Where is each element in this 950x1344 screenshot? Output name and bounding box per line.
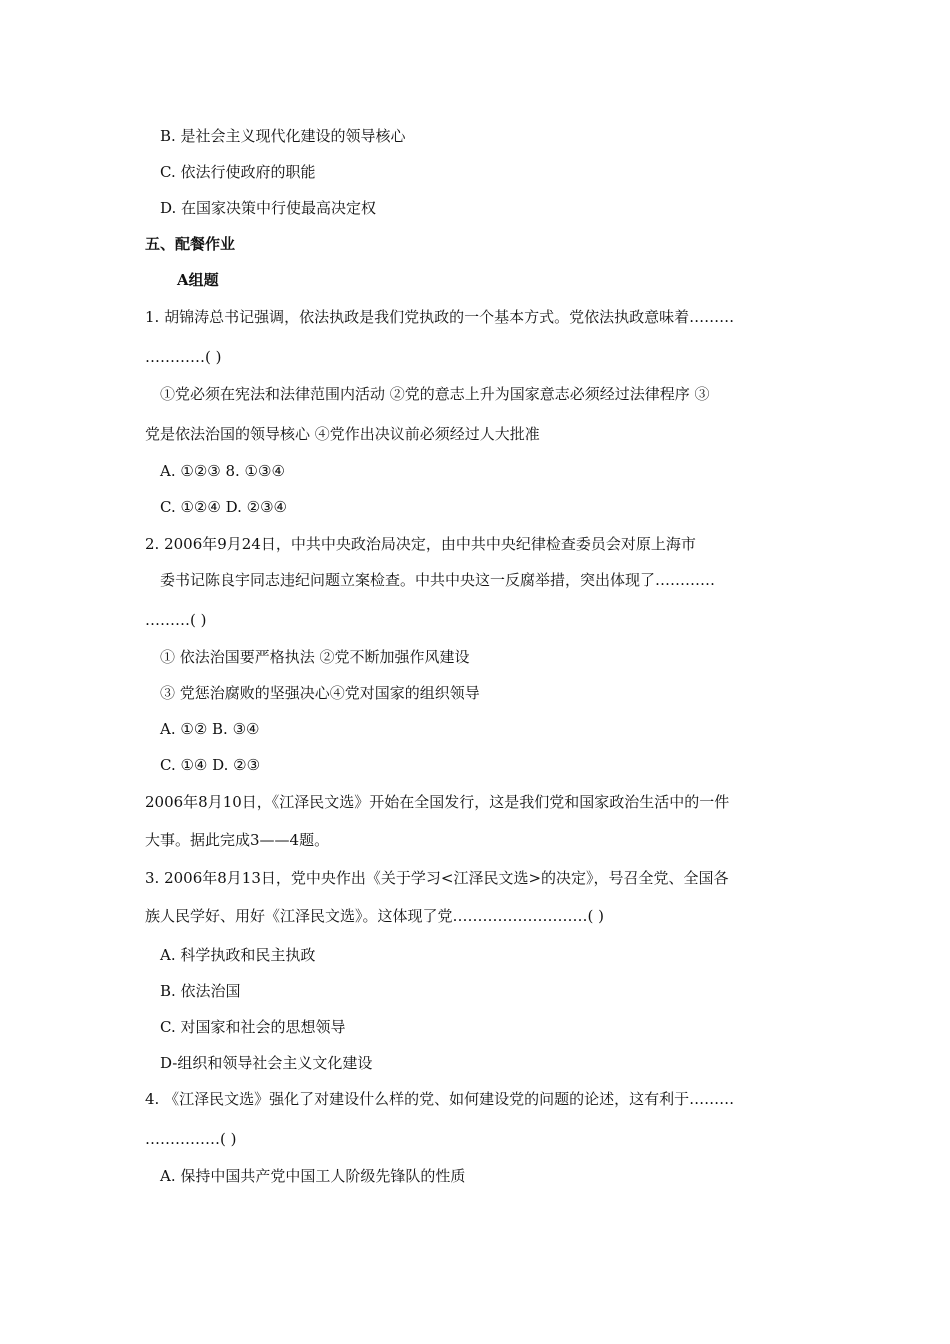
- context-line-2: 大事。据此完成3——4题。: [145, 831, 330, 849]
- question-2-options-ab: A. ①② B. ③④: [160, 720, 260, 738]
- question-3-line-2: 族人民学好、用好《江泽民文选》。这体现了党………………………( ): [145, 907, 604, 925]
- question-4-line-1: 4. 《江泽民文选》强化了对建设什么样的党、如何建设党的问题的论述，这有利于………: [145, 1090, 735, 1108]
- option-c-line: C. 依法行使政府的职能: [160, 163, 316, 181]
- section-heading: 五、配餐作业: [145, 235, 236, 253]
- question-3-option-d: D-组织和领导社会主义文化建设: [160, 1054, 373, 1072]
- question-1-line-1: 1. 胡锦涛总书记强调，依法执政是我们党执政的一个基本方式。党依法执政意味着………: [145, 308, 735, 326]
- question-2-line-1: 2. 2006年9月24日，中共中央政治局决定，由中共中央纪律检查委员会对原上海市: [145, 535, 696, 553]
- question-2-options-cd: C. ①④ D. ②③: [160, 756, 261, 774]
- question-2-items-line-1: ① 依法治国要严格执法 ②党不断加强作风建设: [160, 648, 470, 666]
- question-3-option-c: C. 对国家和社会的思想领导: [160, 1018, 346, 1036]
- question-1-items-line-2: 党是依法治国的领导核心 ④党作出决议前必须经过人大批准: [145, 425, 540, 443]
- question-3-line-1: 3. 2006年8月13日，党中央作出《关于学习<江泽民文选>的决定》，号召全党、全国各: [145, 869, 729, 887]
- question-3-option-b: B. 依法治国: [160, 982, 241, 1000]
- option-b-line: B. 是社会主义现代化建设的领导核心: [160, 127, 406, 145]
- question-1-options-cd: C. ①②④ D. ②③④: [160, 498, 287, 516]
- question-1-options-ab: A. ①②③ 8. ①③④: [160, 462, 285, 480]
- question-1-items-line-1: ①党必须在宪法和法律范围内活动 ②党的意志上升为国家意志必须经过法律程序 ③: [160, 385, 710, 403]
- question-2-line-3: ………( ): [145, 611, 207, 629]
- question-1-line-2: …………( ): [145, 348, 222, 366]
- question-2-items-line-2: ③ 党惩治腐败的坚强决心④党对国家的组织领导: [160, 684, 480, 702]
- option-d-line: D. 在国家决策中行使最高决定权: [160, 199, 377, 217]
- question-2-line-2: 委书记陈良宇同志违纪问题立案检查。中共中央这一反腐举措，突出体现了…………: [160, 571, 716, 589]
- question-4-line-2: ……………( ): [145, 1130, 237, 1148]
- group-a-heading: A组题: [177, 271, 219, 289]
- question-3-option-a: A. 科学执政和民主执政: [160, 946, 316, 964]
- question-4-option-a: A. 保持中国共产党中国工人阶级先锋队的性质: [160, 1167, 466, 1185]
- context-line-1: 2006年8月10日，《江泽民文选》开始在全国发行，这是我们党和国家政治生活中的一件: [145, 793, 730, 811]
